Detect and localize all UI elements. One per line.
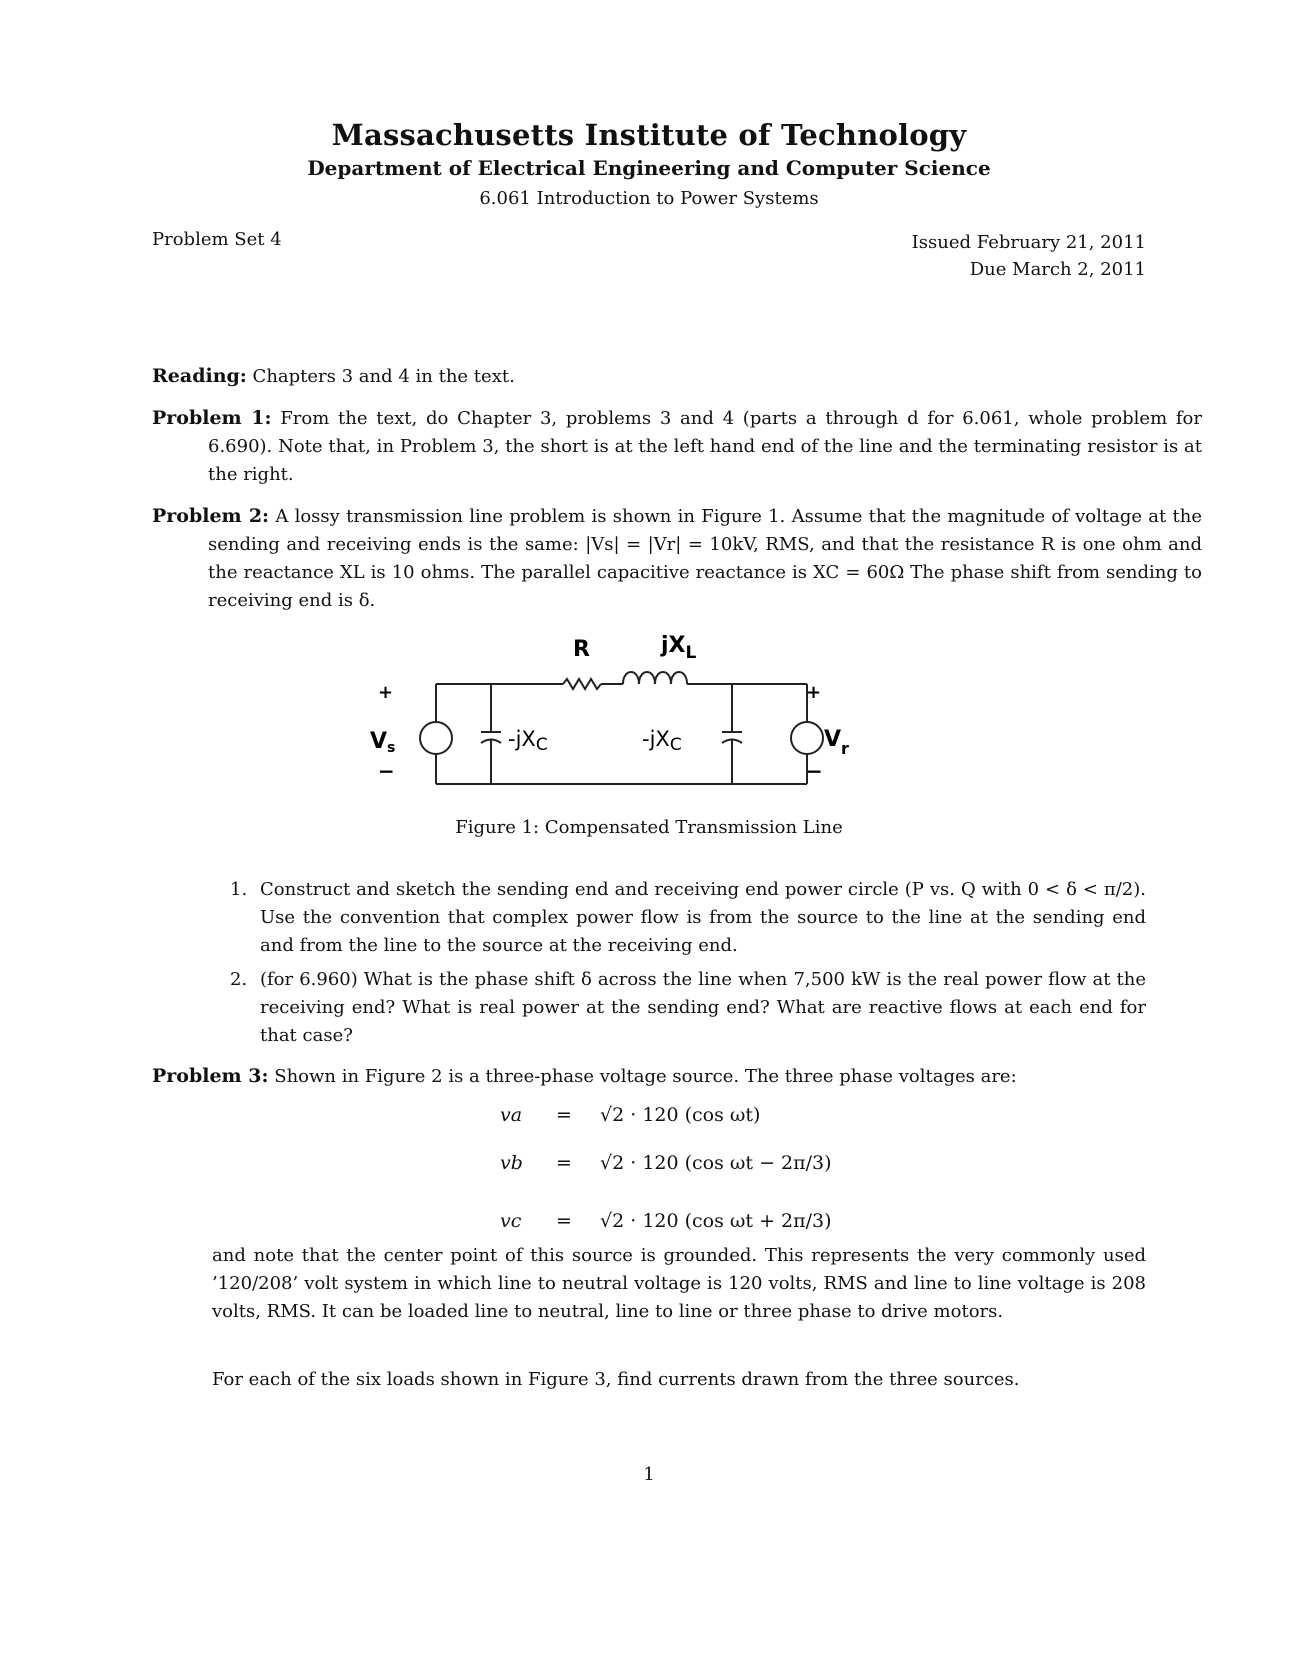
- problem-1-text: From the text, do Chapter 3, problems 3 and 4 (parts a through d for 6.061, whole problem for 6.690). Note that, in Problem 3, the short is at the left hand end of the line and the terminating resistor is at the right.: [208, 408, 1202, 485]
- equals-sign: =: [556, 1210, 572, 1232]
- problem-1: [152, 404, 1202, 489]
- vs-plus: +: [378, 682, 394, 703]
- equation-rhs: √2 · 120 (cos ωt + 2π/3): [600, 1210, 832, 1232]
- problem-set-label: Problem Set 4: [152, 229, 282, 250]
- problem-3-text: Shown in Figure 2 is a three-phase voltage source. The three phase voltages are:: [274, 1066, 1017, 1087]
- problem-2-list: [230, 876, 1146, 1056]
- inductor-symbol: [623, 672, 687, 684]
- vr-label: $V_r$: [824, 727, 849, 758]
- course-title: 6.061 Introduction to Power Systems: [479, 188, 819, 209]
- left-capacitor-label: -jXC: [508, 727, 548, 755]
- vr-minus: −: [806, 759, 823, 783]
- problem-3-label: Problem 3:: [152, 1065, 269, 1087]
- vs-label: Vs: [370, 729, 396, 756]
- issued-date: Issued February 21, 2011: [911, 232, 1146, 253]
- problem-3: [152, 1062, 1202, 1091]
- reading-section: [152, 362, 1146, 391]
- list-item-number: 1.: [230, 879, 248, 900]
- problem-2: [152, 502, 1202, 615]
- equation-va: [500, 1098, 1020, 1136]
- receiving-source-symbol: [791, 722, 823, 754]
- problem-2-text: A lossy transmission line problem is shown in Figure 1. Assume that the magnitude of voltage at the sending and receiving ends is the same: |Vs| = |Vr| = 10kV, RMS, and that the resistance R is one ohm and the reactance XL is 10 ohms. The parallel capacitive reactance is XC = 60Ω The phase shift from sending to receiving end is δ.: [208, 506, 1202, 611]
- equals-sign: =: [556, 1104, 572, 1126]
- reading-label: Reading:: [152, 365, 247, 387]
- list-item: [230, 876, 1146, 960]
- equation-rhs: √2 · 120 (cos ωt): [600, 1104, 761, 1126]
- resistor-symbol: [563, 679, 601, 689]
- list-item-number: 2.: [230, 969, 248, 990]
- institution-title: Massachusetts Institute of Technology: [331, 118, 967, 152]
- equation-vb: [500, 1136, 1020, 1194]
- inductor-label: $jX_L$: [661, 633, 697, 663]
- problem-1-label: Problem 1:: [152, 407, 272, 429]
- due-date: Due March 2, 2011: [969, 259, 1146, 280]
- figure-1-caption: Figure 1: Compensated Transmission Line: [455, 817, 843, 838]
- list-item-text: (for 6.960) What is the phase shift δ across the line when 7,500 kW is the real power flow at the receiving end? What is real power at the sending end? What are reactive flows at each end for that case?: [260, 969, 1146, 1046]
- equals-sign: =: [556, 1152, 572, 1174]
- list-item: [230, 966, 1146, 1050]
- phase-voltage-equations: [500, 1098, 1020, 1252]
- resistor-label: R: [573, 637, 590, 662]
- equation-rhs: √2 · 120 (cos ωt − 2π/3): [600, 1152, 832, 1174]
- figure-1-circuit: [370, 628, 900, 798]
- problem-2-label: Problem 2:: [152, 505, 270, 527]
- vr-plus: +: [806, 682, 822, 703]
- right-capacitor-label: -jXC: [642, 727, 682, 755]
- vs-minus: −: [378, 759, 395, 783]
- equation-lhs: va: [500, 1104, 523, 1126]
- equation-lhs: vb: [500, 1152, 523, 1174]
- page-number: 1: [643, 1464, 655, 1485]
- list-item-text: Construct and sketch the sending end and receiving end power circle (P vs. Q with 0 < δ < π/2). Use the convention that complex power flow is from the source to the line at the sending end and from the line to the source at the receiving end.: [260, 879, 1146, 956]
- reading-text: Chapters 3 and 4 in the text.: [252, 366, 515, 387]
- sending-source-symbol: [420, 722, 452, 754]
- equation-lhs: vc: [500, 1210, 522, 1232]
- problem-3-paragraph-2: For each of the six loads shown in Figure 3, find currents drawn from the three sources.: [212, 1369, 1020, 1390]
- problem-3-paragraph-1: and note that the center point of this source is grounded. This represents the very commonly used ’120/208’ volt system in which line to neutral voltage is 120 volts, RMS and line to line voltage is 208 volts, RMS. It can be loaded line to neutral, line to line or three phase to drive motors.: [212, 1245, 1146, 1322]
- department-title: Department of Electrical Engineering and Computer Science: [307, 156, 991, 180]
- dates-block: [912, 229, 1146, 283]
